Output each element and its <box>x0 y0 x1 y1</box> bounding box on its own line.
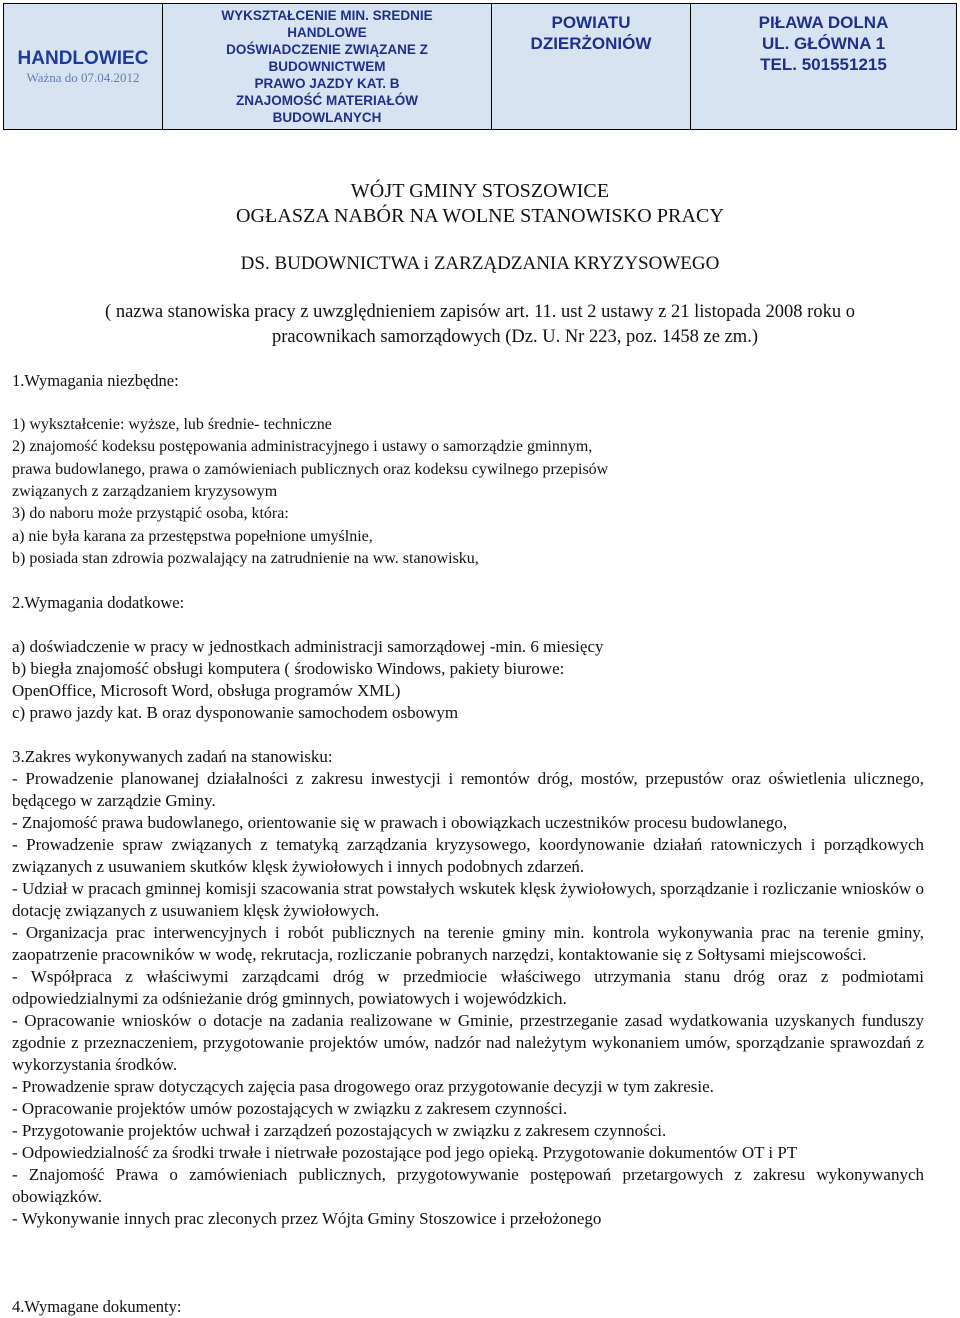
duty-item: - Udział w pracach gminnej komisji szacowania strat powstałych wskutek klęsk żywiołowych, sporządzanie i rozliczanie wniosków o dotację związanych z usuwaniem klęsk żywiołowych. <box>12 879 924 920</box>
legal-note-line-2: pracownikach samorządowych (Dz. U. Nr 223, poz. 1458 ze zm.) <box>272 327 758 347</box>
header-req-line: HANDLOWE <box>287 25 367 40</box>
header-address-line: PIŁAWA DOLNA <box>758 13 889 32</box>
duties-list <box>12 768 924 1230</box>
duty-item: - Organizacja prac interwencyjnych i robót publicznych na terenie gminy min. kontrola wykonywania prac na terenie gminy, zaopatrzenie pracowników w wodę, rekrutacja, rozliczanie pobranych narzędzi, kontaktowanie się z Sołtysami miejscowości. <box>12 923 924 964</box>
title-line-1: WÓJT GMINY STOSZOWICE <box>350 180 610 202</box>
header-req-line: DOŚWIADCZENIE ZWIĄZANE Z <box>226 42 428 57</box>
duty-item: - Współpraca z właściwymi zarządcami dróg w przedmiocie właściwego utrzymania stanu dróg oraz z podmiotami odpowiedzialnymi za odśnieżanie dróg gminnych, powiatowych i wojewódzkich. <box>12 967 924 1008</box>
header-county-line: DZIERŻONIÓW <box>530 34 652 53</box>
position-title: DS. BUDOWNICTWA i ZARZĄDZANIA KRYZYSOWEGO <box>240 253 720 274</box>
header-req-line: BUDOWNICTWEM <box>268 59 386 74</box>
requirement-line: związanych z zarządzaniem kryzysowym <box>12 483 278 500</box>
additional-requirement-line: b) biegła znajomość obsługi komputera ( środowisko Windows, pakiety biurowe: <box>12 659 565 678</box>
header-valid-until: Ważna do 07.04.2012 <box>26 69 140 85</box>
header-job-title: HANDLOWIEC <box>17 47 149 69</box>
legal-note-line-1: ( nazwa stanowiska pracy z uwzględnieniem zapisów art. 11. ust 2 ustawy z 21 listopada 2008 roku o <box>105 302 855 322</box>
additional-requirement-line: OpenOffice, Microsoft Word, obsługa programów XML) <box>12 681 401 700</box>
header-address-line: UL. GŁÓWNA 1 <box>761 34 886 53</box>
header-req-line: WYKSZTAŁCENIE MIN. SREDNIE <box>221 8 433 23</box>
duty-item: - Przygotowanie projektów uchwał i zarządzeń pozostających w związku z zakresem czynności. <box>12 1121 667 1140</box>
header-phone-line: TEL. 501551215 <box>760 55 887 74</box>
additional-requirement-line: a) doświadczenie w pracy w jednostkach administracji samorządowej -min. 6 miesięcy <box>12 637 604 656</box>
duty-item: - Znajomość Prawa o zamówieniach publicznych, przygotowywanie postępowań przetargowych z zakresu wykonywanych obowiązków. <box>12 1165 924 1206</box>
duty-item: - Opracowanie projektów umów pozostających w związku z zakresem czynności. <box>12 1099 568 1118</box>
duty-item: - Prowadzenie spraw związanych z tematyką zarządzania kryzysowego, koordynowanie działań ratowniczych i porządkowych związanych z usuwaniem skutków klęsk żywiołowych i innych podobnych zdarzeń. <box>12 835 924 876</box>
section-1-heading: 1.Wymagania niezbędne: <box>12 371 179 390</box>
duty-item: - Znajomość prawa budowlanego, orientowanie się w prawach i obowiązkach uczestników procesu budowlanego, <box>12 813 788 832</box>
requirement-line: 3) do naboru może przystąpić osoba, która: <box>12 505 289 522</box>
section-4-heading: 4.Wymagane dokumenty: <box>12 1297 182 1316</box>
duty-item: - Opracowanie wniosków o dotacje na zadania realizowane w Gminie, przestrzeganie zasad wydatkowania uzyskanych funduszy zgodnie z przeznaczeniem, przygotowanie projektów umów, nadzór nad należytym wykonaniem umów, sporządzanie sprawozdań z wykorzystania środków. <box>12 1011 924 1074</box>
requirement-line: 2) znajomość kodeksu postępowania administracyjnego i ustawy o samorządzie gminnym, <box>12 438 593 455</box>
requirement-line: a) nie była karana za przestępstwa popełnione umyślnie, <box>12 528 373 545</box>
duty-item: - Wykonywanie innych prac zleconych przez Wójta Gminy Stoszowice i przełożonego <box>12 1209 602 1228</box>
header-req-line: BUDOWLANYCH <box>272 110 382 125</box>
duty-item: - Odpowiedzialność za środki trwałe i nietrwałe pozostające pod jego opieką. Przygotowanie dokumentów OT i PT <box>12 1143 798 1162</box>
duty-item: - Prowadzenie spraw dotyczących zajęcia pasa drogowego oraz przygotowanie decyzji w tym zakresie. <box>12 1077 714 1096</box>
header-job-cell <box>4 4 163 130</box>
title-line-2: OGŁASZA NABÓR NA WOLNE STANOWISKO PRACY <box>235 205 725 227</box>
additional-requirement-line: c) prawo jazdy kat. B oraz dysponowanie samochodem osbowym <box>12 703 459 722</box>
section-2-heading: 2.Wymagania dodatkowe: <box>12 593 185 612</box>
header-req-line: ZNAJOMOŚĆ MATERIAŁÓW <box>236 93 418 108</box>
duty-item: - Prowadzenie planowanej działalności z zakresu inwestycji i remontów dróg, mostów, przepustów oraz oświetlenia ulicznego, będącego w zarządzie Gminy. <box>12 769 924 810</box>
header-requirements-cell <box>163 4 492 130</box>
requirement-line: 1) wykształcenie: wyższe, lub średnie- techniczne <box>12 416 332 433</box>
requirement-line: prawa budowlanego, prawa o zamówieniach publicznych oraz kodeksu cywilnego przepisów <box>12 461 609 478</box>
header-county-cell <box>492 4 691 130</box>
section-3-heading: 3.Zakres wykonywanych zadań na stanowisku: <box>12 747 333 766</box>
header-req-line: PRAWO JAZDY KAT. B <box>254 76 400 91</box>
header-address-cell <box>691 4 957 130</box>
header-county-line: POWIATU <box>551 13 631 32</box>
requirement-line: b) posiada stan zdrowia pozwalający na zatrudnienie na ww. stanowisku, <box>12 550 479 567</box>
header-banner <box>3 3 957 130</box>
